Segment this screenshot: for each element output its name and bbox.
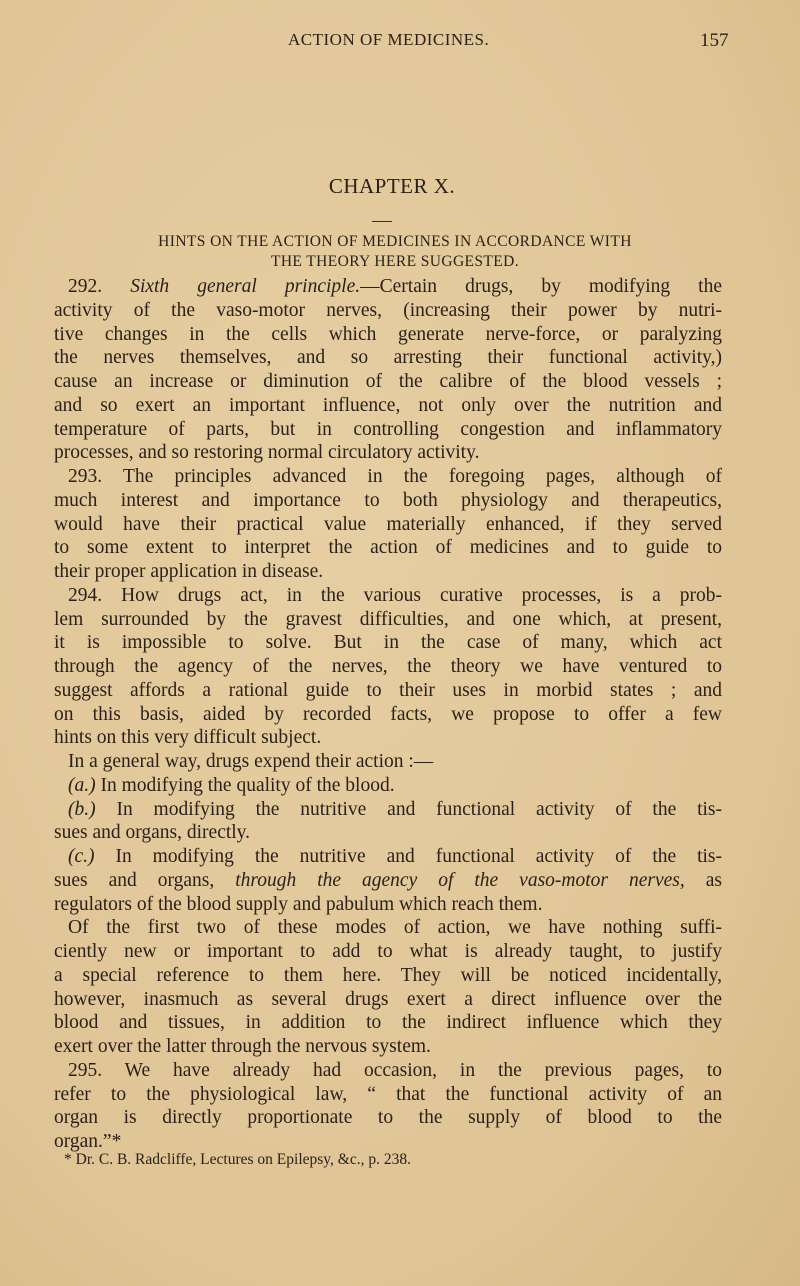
text-run: Of the first two of these modes of action, we have nothing suffi- [68, 917, 722, 939]
running-head [0, 30, 800, 54]
text-line [54, 536, 722, 560]
text-line [54, 726, 722, 750]
text-run: as [684, 869, 722, 891]
text-line [54, 465, 722, 489]
text-line [54, 631, 722, 655]
text-line [54, 441, 722, 465]
text-run: organ is directly proportionate to the supply of blood to the [54, 1107, 722, 1129]
text-line [54, 893, 722, 917]
text-line [54, 275, 722, 299]
text-run: 293. The principles advanced in the foregoing pages, although of [68, 466, 722, 487]
text-run: on this basis, aided by recorded facts, we propose to offer a few [54, 703, 722, 725]
text-line [54, 964, 722, 988]
italic-text: (c.) [68, 846, 95, 867]
text-run: In modifying the nutritive and functional activity of the tis- [95, 798, 722, 820]
text-line [54, 418, 722, 442]
text-line [54, 346, 722, 370]
text-line [54, 489, 722, 513]
text-line [54, 1059, 722, 1083]
text-line [54, 703, 722, 727]
italic-text: (a.) [68, 774, 96, 796]
text-run: tive changes in the cells which generate nerve-force, or paralyzing [54, 323, 722, 345]
text-line [54, 845, 722, 869]
text-run: sues and organs, [54, 869, 236, 891]
text-run: cause an increase or diminution of the calibre of the blood vessels ; [54, 371, 722, 392]
text-run: ciently new or important to add to what is already taught, to justify [54, 941, 722, 962]
text-run: through the agency of the nerves, the theory we have ventured to [54, 656, 722, 677]
text-run: it is impossible to solve. But in the case of many, which act [54, 632, 722, 654]
text-run: 294. How drugs act, in the various curative processes, is a prob- [68, 584, 722, 606]
text-run: In a general way, drugs expend their action :— [68, 751, 434, 772]
text-run: In modifying the nutritive and functional activity of the tis- [94, 846, 722, 867]
text-line [54, 940, 722, 964]
running-title: ACTION OF MEDICINES. [288, 30, 490, 49]
chapter-rule [372, 221, 392, 222]
text-line [54, 513, 722, 537]
text-line [54, 988, 722, 1012]
text-run: their proper application in disease. [54, 561, 324, 582]
text-run: lem surrounded by the gravest difficulties, and one which, at present, [54, 608, 722, 630]
text-run: 292. [68, 276, 131, 297]
text-line [54, 584, 722, 608]
text-line [54, 394, 722, 418]
text-line [54, 679, 722, 703]
text-line [54, 869, 722, 893]
text-line [54, 750, 722, 774]
text-line [54, 1106, 722, 1130]
text-run: temperature of parts, but in controlling congestion and inflammatory [54, 418, 722, 440]
text-run: activity of the vaso-motor nerves, (increasing their power by nutri- [54, 299, 722, 321]
text-run: regulators of the blood supply and pabulum which reach them. [54, 893, 543, 915]
body-text [54, 275, 722, 1154]
text-line [54, 655, 722, 679]
text-run: blood and tissues, in addition to the indirect influence which they [54, 1012, 722, 1034]
text-line [54, 821, 722, 845]
text-run: however, inasmuch as several drugs exert a direct influence over the [54, 988, 722, 1010]
italic-text: Sixth general principle. [130, 276, 361, 297]
text-run: would have their practical value materially enhanced, if they served [54, 513, 722, 535]
text-run: sues and organs, directly. [54, 822, 251, 844]
text-run: —Certain drugs, by modifying the [360, 276, 722, 297]
text-run: 295. We have already had occasion, in the previous pages, to [68, 1059, 722, 1081]
text-line [54, 323, 722, 347]
text-run: and so exert an important influence, not only over the nutrition and [54, 394, 722, 416]
text-line [54, 916, 722, 940]
italic-text: (b.) [68, 798, 96, 820]
footnote: * Dr. C. B. Radcliffe, Lectures on Epilepsy, &c., p. 238. [64, 1151, 411, 1168]
text-run: organ.”* [54, 1131, 122, 1152]
text-run: the nerves themselves, and so arresting their functional activity,) [54, 347, 722, 369]
text-line [54, 608, 722, 632]
text-line [54, 1035, 722, 1059]
text-run: to some extent to interpret the action of medicines and to guide to [54, 537, 722, 559]
text-line [54, 774, 722, 798]
page-number: 157 [700, 30, 729, 51]
text-line [54, 1011, 722, 1035]
text-run: refer to the physiological law, “ that the functional activity of an [54, 1083, 722, 1105]
text-line [54, 560, 722, 584]
text-line [54, 299, 722, 323]
italic-text: through the agency of the vaso-motor nerves, [235, 869, 685, 891]
text-line [54, 798, 722, 822]
text-line [54, 1083, 722, 1107]
subtitle-line: HINTS ON THE ACTION OF MEDICINES IN ACCORDANCE WITH [158, 233, 632, 250]
text-run: In modifying the quality of the blood. [95, 774, 395, 796]
chapter-subtitle [50, 232, 740, 272]
text-line [54, 370, 722, 394]
text-run: suggest affords a rational guide to their uses in morbid states ; and [54, 679, 722, 701]
text-run: processes, and so restoring normal circulatory activity. [54, 442, 480, 464]
subtitle-line: THE THEORY HERE SUGGESTED. [270, 253, 520, 270]
text-run: exert over the latter through the nervous system. [54, 1036, 431, 1057]
text-run: hints on this very difficult subject. [54, 727, 322, 749]
text-run: much interest and importance to both physiology and therapeutics, [54, 489, 722, 511]
text-run: a special reference to them here. They will be noticed incidentally, [54, 964, 722, 986]
chapter-title: CHAPTER X. [328, 174, 456, 198]
